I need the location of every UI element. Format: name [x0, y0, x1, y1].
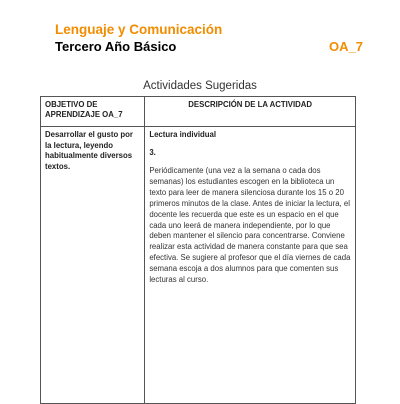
description-cell — [145, 127, 356, 404]
grade-subtitle: Tercero Año Básico — [55, 39, 177, 54]
activities-table — [40, 96, 356, 404]
objective-cell — [41, 127, 145, 404]
activity-title: Lectura individual — [149, 130, 217, 139]
section-title: Actividades Sugeridas — [143, 80, 257, 92]
oa-code: OA_7 — [329, 39, 363, 54]
activity-number: 3. — [149, 148, 156, 157]
document-header — [55, 22, 365, 56]
description-header: DESCRIPCIÓN DE LA ACTIVIDAD — [145, 97, 356, 127]
objective-header: OBJETIVO DE APRENDIZAJE OA_7 — [41, 97, 145, 127]
table-row — [41, 127, 356, 404]
subtitle-row — [55, 38, 365, 56]
activity-description: Periódicamente (una vez a la semana o cada dos semanas) los estudiantes escogen en la biblioteca un texto para leer de manera silenciosa durante los 15 o 20 primeros minutos de la clase. Antes de iniciar la lectura, el docente les recuerda que este es un espacio en el que cada uno leerá de manera independiente, por lo que deben mantener el silencio para concentrarse. Conviene realizar esta actividad de manera constante para que sea efectiva. Se sugiere al profesor que el día viernes de cada semana escoja a dos alumnos para que comenten sus lecturas al curso. — [149, 166, 351, 285]
subject-title: Lenguaje y Comunicación — [55, 22, 223, 37]
objective-text: Desarrollar el gusto por la lectura, leyendo habitualmente diversos textos. — [45, 130, 133, 171]
table-header-row — [41, 97, 356, 127]
